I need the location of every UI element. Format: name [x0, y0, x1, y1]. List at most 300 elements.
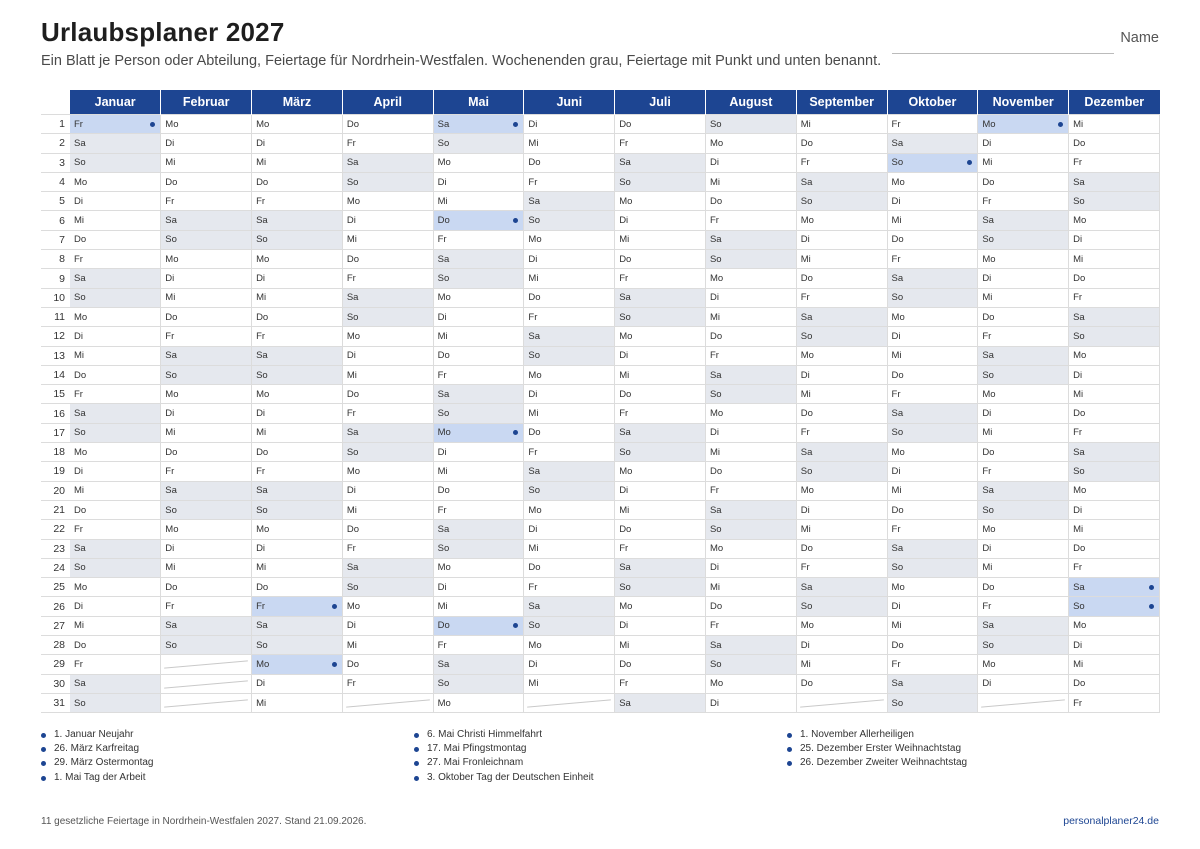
day-cell[interactable]	[705, 443, 796, 462]
day-cell[interactable]	[70, 481, 161, 500]
day-cell[interactable]	[615, 192, 706, 211]
day-cell[interactable]	[342, 288, 433, 307]
day-cell[interactable]	[524, 636, 615, 655]
day-cell[interactable]	[524, 307, 615, 326]
day-cell[interactable]	[887, 674, 978, 693]
day-cell[interactable]	[161, 230, 252, 249]
day-cell[interactable]	[796, 462, 887, 481]
day-cell[interactable]	[70, 288, 161, 307]
day-cell[interactable]	[433, 134, 524, 153]
day-cell[interactable]	[70, 636, 161, 655]
day-cell[interactable]	[252, 134, 343, 153]
day-cell[interactable]	[615, 500, 706, 519]
day-cell[interactable]	[161, 597, 252, 616]
day-cell[interactable]	[252, 558, 343, 577]
day-cell[interactable]	[161, 520, 252, 539]
day-cell[interactable]	[161, 404, 252, 423]
day-cell[interactable]	[615, 520, 706, 539]
day-cell[interactable]	[70, 597, 161, 616]
day-cell[interactable]	[705, 327, 796, 346]
day-cell[interactable]	[252, 443, 343, 462]
day-cell[interactable]	[978, 481, 1069, 500]
holiday-day-cell[interactable]	[433, 211, 524, 230]
day-cell[interactable]	[342, 230, 433, 249]
day-cell[interactable]	[342, 404, 433, 423]
day-cell[interactable]	[524, 288, 615, 307]
holiday-day-cell[interactable]	[1069, 578, 1160, 597]
day-cell[interactable]	[615, 269, 706, 288]
day-cell[interactable]	[433, 578, 524, 597]
day-cell[interactable]	[705, 462, 796, 481]
day-cell[interactable]	[70, 211, 161, 230]
day-cell[interactable]	[433, 153, 524, 172]
day-cell[interactable]	[524, 597, 615, 616]
day-cell[interactable]	[252, 365, 343, 384]
day-cell[interactable]	[978, 192, 1069, 211]
day-cell[interactable]	[887, 192, 978, 211]
day-cell[interactable]	[524, 423, 615, 442]
day-cell[interactable]	[161, 134, 252, 153]
day-cell[interactable]	[796, 211, 887, 230]
day-cell[interactable]	[342, 558, 433, 577]
day-cell[interactable]	[342, 655, 433, 674]
day-cell[interactable]	[796, 230, 887, 249]
day-cell[interactable]	[796, 288, 887, 307]
day-cell[interactable]	[342, 636, 433, 655]
day-cell[interactable]	[161, 346, 252, 365]
day-cell[interactable]	[524, 500, 615, 519]
day-cell[interactable]	[524, 192, 615, 211]
day-cell[interactable]	[615, 230, 706, 249]
day-cell[interactable]	[161, 365, 252, 384]
day-cell[interactable]	[887, 365, 978, 384]
day-cell[interactable]	[887, 693, 978, 712]
day-cell[interactable]	[796, 346, 887, 365]
day-cell[interactable]	[705, 134, 796, 153]
day-cell[interactable]	[887, 230, 978, 249]
day-cell[interactable]	[524, 115, 615, 134]
day-cell[interactable]	[705, 636, 796, 655]
day-cell[interactable]	[161, 423, 252, 442]
day-cell[interactable]	[70, 655, 161, 674]
day-cell[interactable]	[705, 385, 796, 404]
day-cell[interactable]	[887, 134, 978, 153]
day-cell[interactable]	[887, 481, 978, 500]
day-cell[interactable]	[161, 462, 252, 481]
day-cell[interactable]	[524, 172, 615, 191]
day-cell[interactable]	[978, 520, 1069, 539]
day-cell[interactable]	[161, 288, 252, 307]
day-cell[interactable]	[887, 655, 978, 674]
day-cell[interactable]	[796, 327, 887, 346]
day-cell[interactable]	[342, 462, 433, 481]
day-cell[interactable]	[615, 558, 706, 577]
day-cell[interactable]	[1069, 616, 1160, 635]
day-cell[interactable]	[615, 385, 706, 404]
day-cell[interactable]	[615, 153, 706, 172]
day-cell[interactable]	[705, 153, 796, 172]
day-cell[interactable]	[978, 134, 1069, 153]
day-cell[interactable]	[978, 578, 1069, 597]
day-cell[interactable]	[796, 481, 887, 500]
day-cell[interactable]	[796, 269, 887, 288]
day-cell[interactable]	[70, 558, 161, 577]
day-cell[interactable]	[524, 578, 615, 597]
day-cell[interactable]	[705, 539, 796, 558]
day-cell[interactable]	[615, 462, 706, 481]
day-cell[interactable]	[524, 616, 615, 635]
day-cell[interactable]	[978, 443, 1069, 462]
day-cell[interactable]	[887, 307, 978, 326]
day-cell[interactable]	[161, 539, 252, 558]
day-cell[interactable]	[161, 153, 252, 172]
day-cell[interactable]	[887, 597, 978, 616]
day-cell[interactable]	[342, 520, 433, 539]
holiday-day-cell[interactable]	[978, 115, 1069, 134]
day-cell[interactable]	[887, 558, 978, 577]
day-cell[interactable]	[978, 230, 1069, 249]
day-cell[interactable]	[161, 115, 252, 134]
day-cell[interactable]	[342, 250, 433, 269]
holiday-day-cell[interactable]	[433, 616, 524, 635]
day-cell[interactable]	[1069, 192, 1160, 211]
day-cell[interactable]	[796, 597, 887, 616]
day-cell[interactable]	[252, 250, 343, 269]
day-cell[interactable]	[796, 655, 887, 674]
day-cell[interactable]	[705, 404, 796, 423]
day-cell[interactable]	[796, 636, 887, 655]
day-cell[interactable]	[252, 230, 343, 249]
day-cell[interactable]	[342, 172, 433, 191]
day-cell[interactable]	[252, 192, 343, 211]
day-cell[interactable]	[1069, 423, 1160, 442]
holiday-day-cell[interactable]	[433, 423, 524, 442]
holiday-day-cell[interactable]	[70, 115, 161, 134]
day-cell[interactable]	[1069, 655, 1160, 674]
holiday-day-cell[interactable]	[1069, 597, 1160, 616]
day-cell[interactable]	[524, 674, 615, 693]
day-cell[interactable]	[887, 462, 978, 481]
day-cell[interactable]	[796, 250, 887, 269]
day-cell[interactable]	[433, 346, 524, 365]
day-cell[interactable]	[705, 211, 796, 230]
day-cell[interactable]	[252, 307, 343, 326]
day-cell[interactable]	[705, 674, 796, 693]
day-cell[interactable]	[161, 307, 252, 326]
day-cell[interactable]	[70, 230, 161, 249]
day-cell[interactable]	[342, 500, 433, 519]
day-cell[interactable]	[70, 385, 161, 404]
day-cell[interactable]	[524, 327, 615, 346]
day-cell[interactable]	[705, 115, 796, 134]
day-cell[interactable]	[978, 250, 1069, 269]
day-cell[interactable]	[70, 346, 161, 365]
day-cell[interactable]	[887, 539, 978, 558]
day-cell[interactable]	[887, 423, 978, 442]
day-cell[interactable]	[433, 404, 524, 423]
day-cell[interactable]	[796, 134, 887, 153]
day-cell[interactable]	[342, 115, 433, 134]
day-cell[interactable]	[887, 616, 978, 635]
day-cell[interactable]	[252, 423, 343, 442]
day-cell[interactable]	[524, 134, 615, 153]
day-cell[interactable]	[70, 365, 161, 384]
day-cell[interactable]	[796, 616, 887, 635]
day-cell[interactable]	[342, 153, 433, 172]
day-cell[interactable]	[615, 404, 706, 423]
day-cell[interactable]	[1069, 115, 1160, 134]
day-cell[interactable]	[433, 172, 524, 191]
day-cell[interactable]	[615, 211, 706, 230]
day-cell[interactable]	[161, 211, 252, 230]
day-cell[interactable]	[1069, 385, 1160, 404]
day-cell[interactable]	[978, 327, 1069, 346]
day-cell[interactable]	[1069, 211, 1160, 230]
day-cell[interactable]	[161, 192, 252, 211]
day-cell[interactable]	[615, 578, 706, 597]
day-cell[interactable]	[796, 520, 887, 539]
day-cell[interactable]	[1069, 539, 1160, 558]
day-cell[interactable]	[524, 153, 615, 172]
day-cell[interactable]	[796, 423, 887, 442]
day-cell[interactable]	[705, 597, 796, 616]
day-cell[interactable]	[1069, 172, 1160, 191]
day-cell[interactable]	[161, 269, 252, 288]
day-cell[interactable]	[1069, 307, 1160, 326]
day-cell[interactable]	[705, 250, 796, 269]
day-cell[interactable]	[796, 172, 887, 191]
day-cell[interactable]	[978, 462, 1069, 481]
day-cell[interactable]	[887, 636, 978, 655]
day-cell[interactable]	[342, 481, 433, 500]
day-cell[interactable]	[433, 636, 524, 655]
day-cell[interactable]	[433, 693, 524, 712]
day-cell[interactable]	[252, 288, 343, 307]
day-cell[interactable]	[615, 172, 706, 191]
day-cell[interactable]	[978, 636, 1069, 655]
day-cell[interactable]	[252, 578, 343, 597]
day-cell[interactable]	[887, 578, 978, 597]
day-cell[interactable]	[252, 385, 343, 404]
day-cell[interactable]	[342, 192, 433, 211]
day-cell[interactable]	[70, 539, 161, 558]
day-cell[interactable]	[796, 307, 887, 326]
day-cell[interactable]	[70, 192, 161, 211]
day-cell[interactable]	[433, 385, 524, 404]
day-cell[interactable]	[161, 636, 252, 655]
day-cell[interactable]	[433, 462, 524, 481]
day-cell[interactable]	[70, 520, 161, 539]
day-cell[interactable]	[342, 423, 433, 442]
day-cell[interactable]	[978, 539, 1069, 558]
day-cell[interactable]	[433, 192, 524, 211]
day-cell[interactable]	[887, 327, 978, 346]
day-cell[interactable]	[70, 327, 161, 346]
holiday-day-cell[interactable]	[433, 115, 524, 134]
day-cell[interactable]	[524, 520, 615, 539]
day-cell[interactable]	[524, 230, 615, 249]
day-cell[interactable]	[978, 500, 1069, 519]
day-cell[interactable]	[70, 423, 161, 442]
day-cell[interactable]	[252, 539, 343, 558]
day-cell[interactable]	[433, 250, 524, 269]
day-cell[interactable]	[1069, 693, 1160, 712]
day-cell[interactable]	[433, 558, 524, 577]
day-cell[interactable]	[978, 655, 1069, 674]
day-cell[interactable]	[978, 288, 1069, 307]
day-cell[interactable]	[1069, 250, 1160, 269]
day-cell[interactable]	[1069, 443, 1160, 462]
day-cell[interactable]	[887, 288, 978, 307]
day-cell[interactable]	[1069, 481, 1160, 500]
day-cell[interactable]	[252, 172, 343, 191]
day-cell[interactable]	[887, 346, 978, 365]
day-cell[interactable]	[342, 346, 433, 365]
day-cell[interactable]	[524, 385, 615, 404]
day-cell[interactable]	[1069, 674, 1160, 693]
day-cell[interactable]	[161, 616, 252, 635]
day-cell[interactable]	[161, 500, 252, 519]
day-cell[interactable]	[342, 443, 433, 462]
day-cell[interactable]	[70, 462, 161, 481]
day-cell[interactable]	[433, 597, 524, 616]
day-cell[interactable]	[70, 172, 161, 191]
day-cell[interactable]	[342, 327, 433, 346]
day-cell[interactable]	[70, 616, 161, 635]
day-cell[interactable]	[887, 500, 978, 519]
day-cell[interactable]	[1069, 404, 1160, 423]
day-cell[interactable]	[887, 250, 978, 269]
holiday-day-cell[interactable]	[252, 655, 343, 674]
day-cell[interactable]	[433, 655, 524, 674]
day-cell[interactable]	[252, 211, 343, 230]
day-cell[interactable]	[796, 443, 887, 462]
day-cell[interactable]	[524, 269, 615, 288]
day-cell[interactable]	[978, 365, 1069, 384]
day-cell[interactable]	[796, 404, 887, 423]
day-cell[interactable]	[70, 134, 161, 153]
day-cell[interactable]	[524, 539, 615, 558]
day-cell[interactable]	[1069, 269, 1160, 288]
day-cell[interactable]	[796, 365, 887, 384]
day-cell[interactable]	[1069, 288, 1160, 307]
day-cell[interactable]	[978, 597, 1069, 616]
day-cell[interactable]	[252, 481, 343, 500]
day-cell[interactable]	[433, 674, 524, 693]
day-cell[interactable]	[433, 539, 524, 558]
day-cell[interactable]	[524, 558, 615, 577]
day-cell[interactable]	[524, 443, 615, 462]
day-cell[interactable]	[705, 578, 796, 597]
day-cell[interactable]	[705, 616, 796, 635]
day-cell[interactable]	[887, 404, 978, 423]
day-cell[interactable]	[796, 500, 887, 519]
day-cell[interactable]	[978, 346, 1069, 365]
name-field-line[interactable]	[892, 53, 1114, 54]
day-cell[interactable]	[1069, 462, 1160, 481]
day-cell[interactable]	[342, 578, 433, 597]
holiday-day-cell[interactable]	[887, 153, 978, 172]
day-cell[interactable]	[705, 423, 796, 442]
day-cell[interactable]	[615, 693, 706, 712]
day-cell[interactable]	[615, 616, 706, 635]
day-cell[interactable]	[524, 404, 615, 423]
day-cell[interactable]	[796, 153, 887, 172]
day-cell[interactable]	[615, 423, 706, 442]
day-cell[interactable]	[252, 462, 343, 481]
day-cell[interactable]	[433, 481, 524, 500]
day-cell[interactable]	[705, 288, 796, 307]
day-cell[interactable]	[1069, 327, 1160, 346]
day-cell[interactable]	[1069, 500, 1160, 519]
day-cell[interactable]	[796, 674, 887, 693]
day-cell[interactable]	[1069, 520, 1160, 539]
day-cell[interactable]	[161, 172, 252, 191]
day-cell[interactable]	[615, 674, 706, 693]
day-cell[interactable]	[161, 250, 252, 269]
day-cell[interactable]	[433, 520, 524, 539]
day-cell[interactable]	[615, 115, 706, 134]
day-cell[interactable]	[342, 539, 433, 558]
day-cell[interactable]	[705, 346, 796, 365]
day-cell[interactable]	[978, 307, 1069, 326]
day-cell[interactable]	[161, 481, 252, 500]
day-cell[interactable]	[342, 385, 433, 404]
day-cell[interactable]	[342, 269, 433, 288]
day-cell[interactable]	[70, 404, 161, 423]
day-cell[interactable]	[70, 269, 161, 288]
day-cell[interactable]	[978, 172, 1069, 191]
day-cell[interactable]	[705, 307, 796, 326]
day-cell[interactable]	[796, 539, 887, 558]
day-cell[interactable]	[615, 636, 706, 655]
day-cell[interactable]	[342, 134, 433, 153]
day-cell[interactable]	[70, 443, 161, 462]
day-cell[interactable]	[433, 288, 524, 307]
day-cell[interactable]	[887, 211, 978, 230]
day-cell[interactable]	[433, 443, 524, 462]
day-cell[interactable]	[887, 115, 978, 134]
footer-link[interactable]: personalplaner24.de	[1063, 815, 1159, 827]
day-cell[interactable]	[796, 115, 887, 134]
holiday-day-cell[interactable]	[252, 597, 343, 616]
day-cell[interactable]	[70, 250, 161, 269]
day-cell[interactable]	[433, 269, 524, 288]
day-cell[interactable]	[978, 269, 1069, 288]
day-cell[interactable]	[524, 250, 615, 269]
day-cell[interactable]	[796, 578, 887, 597]
day-cell[interactable]	[252, 404, 343, 423]
day-cell[interactable]	[705, 481, 796, 500]
day-cell[interactable]	[433, 307, 524, 326]
day-cell[interactable]	[705, 693, 796, 712]
day-cell[interactable]	[978, 211, 1069, 230]
day-cell[interactable]	[70, 153, 161, 172]
day-cell[interactable]	[342, 211, 433, 230]
day-cell[interactable]	[70, 500, 161, 519]
day-cell[interactable]	[1069, 558, 1160, 577]
day-cell[interactable]	[705, 365, 796, 384]
day-cell[interactable]	[796, 558, 887, 577]
day-cell[interactable]	[342, 674, 433, 693]
day-cell[interactable]	[1069, 636, 1160, 655]
day-cell[interactable]	[705, 655, 796, 674]
day-cell[interactable]	[615, 250, 706, 269]
day-cell[interactable]	[524, 365, 615, 384]
day-cell[interactable]	[252, 269, 343, 288]
day-cell[interactable]	[433, 500, 524, 519]
day-cell[interactable]	[705, 500, 796, 519]
